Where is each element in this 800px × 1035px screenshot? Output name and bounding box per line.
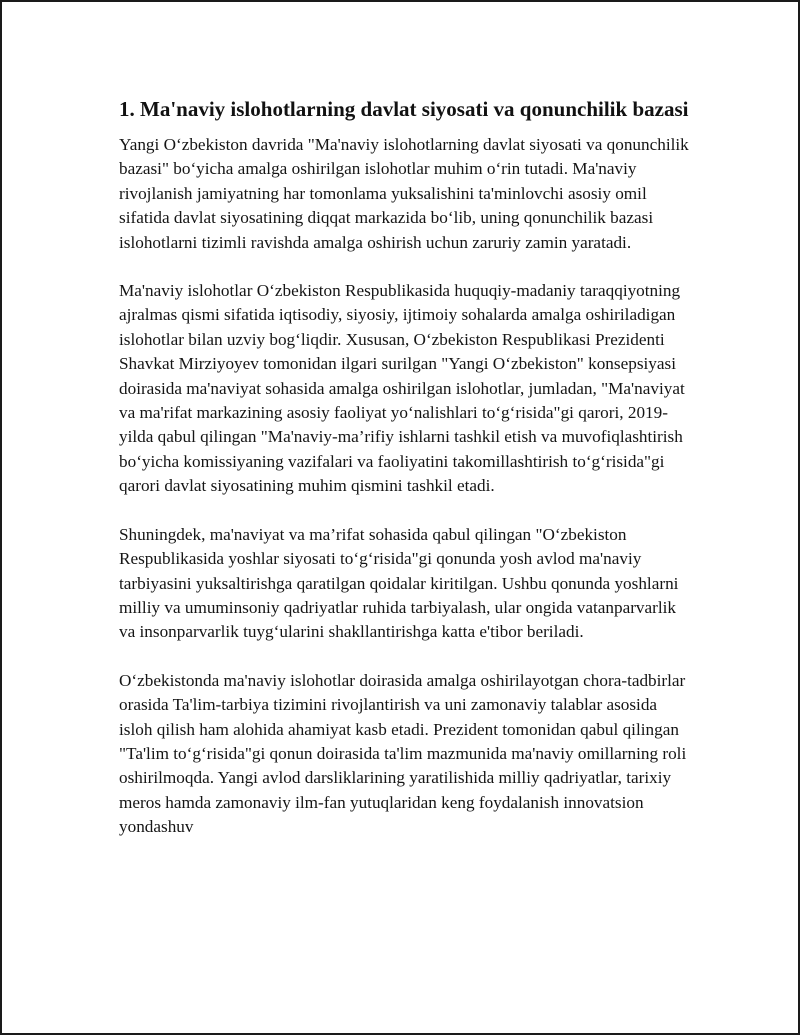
section-heading: 1. Ma'naviy islohotlarning davlat siyosati va qonunchilik bazasi <box>119 97 689 121</box>
paragraph-2: Ma'naviy islohotlar O‘zbekiston Respublikasida huquqiy-madaniy taraqqiyotning ajralmas qismi sifatida iqtisodiy, siyosiy, ijtimoiy sohalarda amalga oshiriladigan islohotlar bilan uzviy bog‘liqdir. Xususan, O‘zbekiston Respublikasi Prezidenti Shavkat Mirziyoyev tomonidan ilgari surilgan "Yangi O‘zbekiston" konsepsiyasi doirasida ma'naviyat sohasida amalga oshirilgan islohotlar, jumladan, "Ma'naviyat va ma'rifat markazining asosiy faoliyat yo‘nalishlari to‘g‘risida"gi qarori, 2019-yilda qabul qilingan "Ma'naviy-ma’rifiy ishlarni tashkil etish va muvofiqlashtirish bo‘yicha komissiyaning vazifalari va faoliyatini takomillashtirish to‘g‘risida"gi qarori davlat siyosatining muhim qismini tashkil etadi. <box>119 281 685 496</box>
paragraph-4: O‘zbekistonda ma'naviy islohotlar doirasida amalga oshirilayotgan chora-tadbirlar orasida Ta'lim-tarbiya tizimini rivojlantirish va uni zamonaviy talablar asosida isloh qilish ham alohida ahamiyat kasb etadi. Prezident tomonidan qabul qilingan "Ta'lim to‘g‘risida"gi qonun doirasida ta'lim mazmunida ma'naviy omillarning roli oshirilmoqda. Yangi avlod darsliklarining yaratilishida milliy qadriyatlar, tarixiy meros hamda zamonaviy ilm-fan yutuqlaridan keng foydalanish innovatsion yondashuv <box>119 670 687 837</box>
paragraph-3: Shuningdek, ma'naviyat va ma’rifat sohasida qabul qilingan "O‘zbekiston Respublikasida yoshlar siyosati to‘g‘risida"gi qonunda yosh avlod ma'naviy tarbiyasini yuksaltirishga qaratilgan qoidalar kiritilgan. Ushbu qonunda yoshlarni milliy va umuminsoniy qadriyatlar ruhida tarbiyalash, ular ongida vatanparvarlik va insonparvarlik tuyg‘ularini shakllantirishga katta e'tibor beriladi. <box>119 524 679 642</box>
document-body <box>119 95 689 840</box>
paragraph-1: Yangi O‘zbekiston davrida "Ma'naviy islohotlarning davlat siyosati va qonunchilik bazasi" bo‘yicha amalga oshirilgan islohotlar muhim o‘rin tutadi. Ma'naviy rivojlanish jamiyatning har tomonlama yuksalishini ta'minlovchi asosiy omil sifatida davlat siyosatining diqqat markazida bo‘lib, uning qonunchilik bazasi islohotlarni tizimli ravishda amalga oshirish uchun zaruriy zamin yaratadi. <box>119 135 689 252</box>
